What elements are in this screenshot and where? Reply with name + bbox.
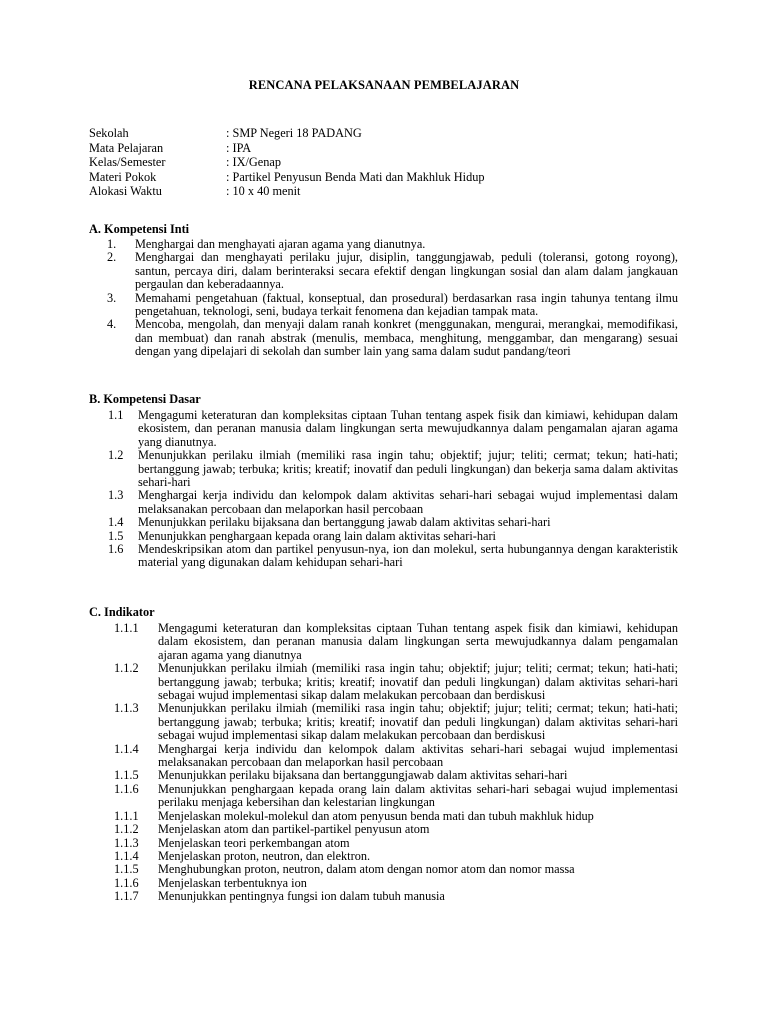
list-item: [89, 516, 678, 529]
section-heading-kompetensi-inti: A. Kompetensi Inti: [89, 222, 190, 236]
list-item: [89, 863, 678, 876]
item-number: 1.1.1: [114, 621, 139, 635]
list-item: [89, 877, 678, 890]
item-number: 1.1.5: [114, 862, 139, 877]
item-text: Menunjukkan penghargaan kepada orang lain dalam aktivitas sehari-hari: [138, 528, 496, 543]
item-text: Menjelaskan molekul-molekul dan atom penyusun benda mati dan tubuh makhluk hidup: [158, 808, 594, 823]
info-value: : IX/Genap: [226, 155, 281, 169]
item-number: 1.1.3: [114, 835, 139, 850]
info-row-kelas-semester: [89, 156, 485, 171]
info-label: Materi Pokok: [89, 169, 157, 184]
info-label: Alokasi Waktu: [89, 184, 162, 198]
item-text: Menjelaskan teori perkembangan atom: [158, 835, 350, 850]
list-item: [89, 850, 678, 863]
info-block: [89, 127, 485, 200]
info-row-sekolah: [89, 127, 485, 142]
item-number: 4.: [107, 317, 117, 332]
section-heading-kompetensi-dasar: B. Kompetensi Dasar: [89, 392, 201, 406]
item-number: 1.1.6: [114, 875, 139, 890]
list-item: [89, 837, 678, 850]
list-item: [89, 543, 678, 570]
list-item: [89, 530, 678, 543]
info-label: Sekolah: [89, 126, 129, 140]
list-item: [89, 823, 678, 836]
info-label: Kelas/Semester: [89, 155, 166, 169]
info-label: Mata Pelajaran: [89, 140, 164, 155]
item-text: Menghargai kerja individu dan kelompok dalam aktivitas sehari-hari sebagai wujud implementasi dalam melaksanakan percobaan dan melaporkan hasil percobaan: [138, 488, 678, 516]
item-number: 1.5: [108, 528, 124, 543]
item-text: Menghargai kerja individu dan kelompok dalam aktivitas sehari-hari sebagai wujud implementasi melaksanakan percobaan dan melaporkan hasil percobaan: [158, 741, 678, 770]
item-number: 1.1: [108, 408, 124, 422]
item-text: Memahami pengetahuan (faktual, konseptual, dan prosedural) berdasarkan rasa ingin tahunya tentang ilmu pengetahuan, teknologi, seni, budaya terkait fenomena dan kejadian tampak mata.: [135, 290, 678, 319]
item-number: 1.1.1: [114, 808, 139, 823]
item-number: 1.1.6: [114, 781, 139, 796]
info-row-materi-pokok: [89, 171, 485, 186]
list-item: [89, 622, 678, 662]
kompetensi-dasar-list: [89, 409, 678, 570]
list-item: [89, 810, 678, 823]
item-number: 1.1.7: [114, 889, 139, 904]
item-number: 1.: [107, 237, 117, 251]
list-item: [89, 662, 678, 702]
item-text: Menunjukkan perilaku ilmiah (memiliki rasa ingin tahu; objektif; jujur; teliti; cermat; tekun; hati-hati; bertanggung jawab; terbuka; kritis; kreatif; inovatif dan peduli lingkungan) dalam aktivitas sehari-hari sebagai wujud implementasi sikap dalam melakukan percobaan dan berdiskusi: [158, 661, 678, 703]
item-number: 2.: [107, 250, 117, 265]
document-title: RENCANA PELAKSANAAN PEMBELAJARAN: [248, 78, 520, 92]
info-row-alokasi-waktu: [89, 185, 485, 200]
section-heading-indikator: C. Indikator: [89, 605, 155, 619]
kompetensi-inti-list: [89, 238, 678, 359]
item-text: Menunjukkan perilaku ilmiah (memiliki rasa ingin tahu; objektif; jujur; teliti; cermat; tekun; hati-hati; bertanggung jawab; terbuka; kritis; kreatif; inovatif dan peduli lingkungan) dan bekerja sama dalam aktivitas sehari-hari: [138, 448, 678, 490]
info-value: : IPA: [226, 140, 252, 155]
item-number: 3.: [107, 290, 117, 305]
list-item: [89, 890, 678, 903]
info-value: : SMP Negeri 18 PADANG: [226, 126, 362, 140]
list-item: [89, 409, 678, 449]
item-text: Menghargai dan menghayati ajaran agama yang dianutnya.: [135, 237, 426, 251]
item-text: Menjelaskan terbentuknya ion: [158, 875, 307, 890]
item-number: 1.3: [108, 488, 124, 503]
list-item: [89, 292, 678, 319]
list-item: [89, 449, 678, 489]
list-item: [89, 743, 678, 770]
item-number: 1.1.4: [114, 741, 139, 756]
item-text: Menghargai dan menghayati perilaku jujur, disiplin, tanggungjawab, peduli (toleransi, gotong royong), santun, percaya diri, dalam berinteraksi secara efektif dengan lingkungan sosial dan alam dalam jangkauan pergaulan dan keberadaannya.: [135, 250, 678, 292]
item-text: Menunjukkan perilaku ilmiah (memiliki rasa ingin tahu; objektif; jujur; teliti; cermat; tekun; hati-hati; bertanggung jawab; terbuka; kritis; kreatif; inovatif dan peduli lingkungan) dalam aktivitas sehari-hari sebagai wujud implementasi sikap dalam melakukan percobaan dan berdiskusi: [158, 701, 678, 743]
item-number: 1.2: [108, 448, 124, 463]
item-number: 1.1.3: [114, 701, 139, 716]
item-text: Menunjukkan perilaku bijaksana dan bertanggung jawab dalam aktivitas sehari-hari: [138, 515, 551, 530]
item-number: 1.6: [108, 542, 124, 557]
item-text: Menghubungkan proton, neutron, dalam atom dengan nomor atom dan nomor massa: [158, 862, 575, 877]
indikator-list: [89, 622, 678, 904]
list-item: [89, 702, 678, 742]
item-text: Mengagumi keteraturan dan kompleksitas ciptaan Tuhan tentang aspek fisik dan kimiawi, kehidupan dalam ekosistem, dan peranan manusia dalam lingkungan serta mewujudkannya dalam pengamalan ajaran agama yang dianutnya: [158, 621, 678, 662]
list-item: [89, 238, 678, 251]
info-value: : Partikel Penyusun Benda Mati dan Makhluk Hidup: [226, 169, 485, 184]
info-row-mata-pelajaran: [89, 142, 485, 157]
list-item: [89, 489, 678, 516]
item-text: Menjelaskan proton, neutron, dan elektron.: [158, 848, 371, 863]
item-text: Mencoba, mengolah, dan menyaji dalam ranah konkret (menggunakan, mengurai, merangkai, memodifikasi, dan membuat) dan ranah abstrak (menulis, membaca, menghitung, menggambar, dan mengarang) sesuai dengan yang dipelajari di sekolah dan sumber lain yang sama dalam sudut pandang/teori: [135, 317, 678, 359]
list-item: [89, 251, 678, 291]
list-item: [89, 783, 678, 810]
info-value: : 10 x 40 menit: [226, 184, 301, 198]
item-number: 1.1.2: [114, 822, 139, 837]
item-text: Menunjukkan penghargaan kepada orang lain dalam aktivitas sehari-hari sebagai wujud implementasi perilaku menjaga kebersihan dan kelestarian lingkungan: [158, 781, 678, 810]
item-number: 1.4: [108, 515, 124, 530]
item-text: Mengagumi keteraturan dan kompleksitas ciptaan Tuhan tentang aspek fisik dan kimiawi, kehidupan dalam ekosistem, dan peranan manusia dalam lingkungan serta mewujudkannya dalam pengamalan ajaran agama yang dianutnya.: [138, 408, 678, 449]
item-text: Menunjukkan pentingnya fungsi ion dalam tubuh manusia: [158, 889, 445, 904]
list-item: [89, 769, 678, 782]
item-number: 1.1.4: [114, 848, 139, 863]
item-number: 1.1.2: [114, 661, 139, 676]
item-text: Menjelaskan atom dan partikel-partikel penyusun atom: [158, 822, 430, 837]
item-text: Menunjukkan perilaku bijaksana dan bertanggungjawab dalam aktivitas sehari-hari: [158, 768, 568, 783]
item-number: 1.1.5: [114, 768, 139, 783]
list-item: [89, 318, 678, 358]
item-text: Mendeskripsikan atom dan partikel penyusun-nya, ion dan molekul, serta hubungannya dengan karakteristik material yang digunakan dalam kehidupan sehari-hari: [138, 542, 678, 570]
